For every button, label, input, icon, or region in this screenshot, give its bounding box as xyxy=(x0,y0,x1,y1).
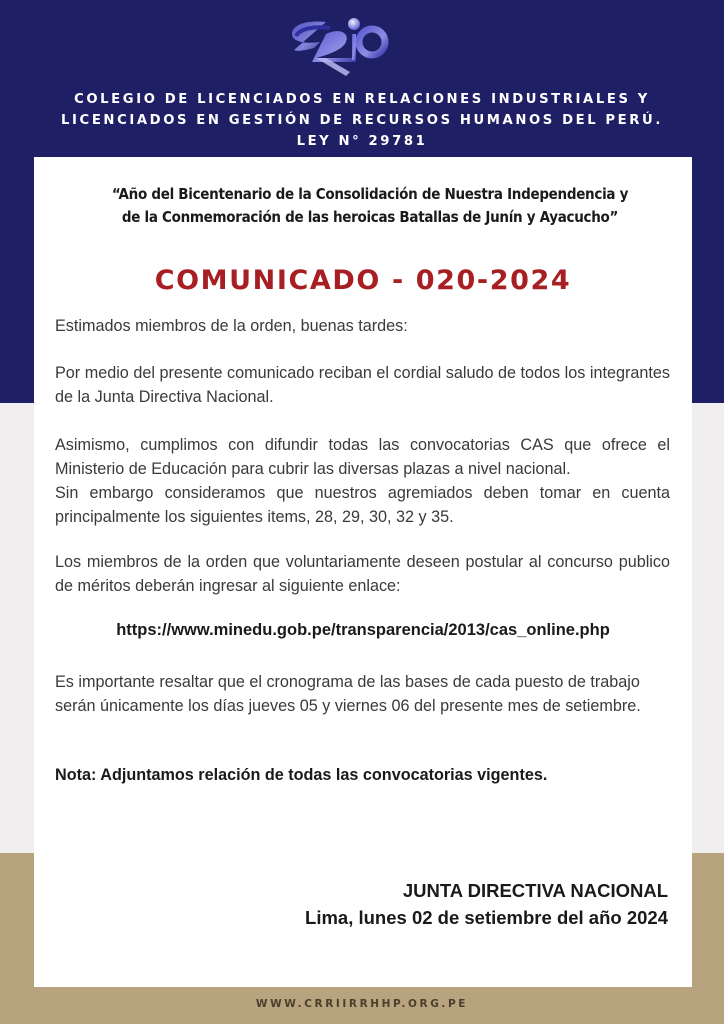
paragraph-greeting-board: Por medio del presente comunicado reciban el cordial saludo de todos los integrantes de la Junta Directiva Nacional. xyxy=(55,364,670,406)
year-motto xyxy=(90,183,650,229)
signature-date: Lima, lunes 02 de setiembre del año 2024 xyxy=(305,907,668,928)
signature-board: JUNTA DIRECTIVA NACIONAL xyxy=(402,880,668,901)
greeting-text: Estimados miembros de la orden, buenas tardes: xyxy=(55,317,408,335)
crp-logo-icon xyxy=(286,14,398,78)
cas-online-link[interactable]: https://www.minedu.gob.pe/transparencia/2013/cas_online.php xyxy=(116,621,610,639)
communique-card xyxy=(34,157,692,987)
paragraph-apply-instructions: Los miembros de la orden que voluntariamente deseen postular al concurso publico de méritos deberán ingresar al siguiente enlace: xyxy=(55,553,670,595)
attachment-note: Nota: Adjuntamos relación de todas las convocatorias vigentes. xyxy=(55,766,548,784)
org-title-line-1: COLEGIO DE LICENCIADOS EN RELACIONES INDUSTRIALES Y xyxy=(74,92,650,107)
paragraph-cas-announcement: Asimismo, cumplimos con difundir todas las convocatorias CAS que ofrece el Ministerio de Educación para cubrir las diversas plazas a nivel nacional. xyxy=(55,436,670,478)
signature-block xyxy=(305,877,668,931)
org-title-line-3: LEY N° 29781 xyxy=(296,134,428,149)
paragraph-schedule: Es importante resaltar que el cronograma de las bases de cada puesto de trabajo serán únicamente los días jueves 05 y viernes 06 del presente mes de setiembre. xyxy=(55,673,641,715)
org-title-line-2: LICENCIADOS EN GESTIÓN DE RECURSOS HUMANOS DEL PERÚ. xyxy=(61,113,663,128)
website-url: WWW.CRRIIRRHHP.ORG.PE xyxy=(255,998,469,1010)
motto-line-2: de la Conmemoración de las heroicas Batallas de Junín y Ayacucho” xyxy=(121,208,619,226)
motto-line-1: “Año del Bicentenario de la Consolidación de Nuestra Independencia y xyxy=(111,185,629,203)
paragraph-items: Sin embargo consideramos que nuestros agremiados deben tomar en cuenta principalmente los siguientes items, 28, 29, 30, 32 y 35. xyxy=(55,484,670,526)
organization-title xyxy=(20,89,704,152)
communique-headline: COMUNICADO - 020-2024 xyxy=(154,265,572,296)
